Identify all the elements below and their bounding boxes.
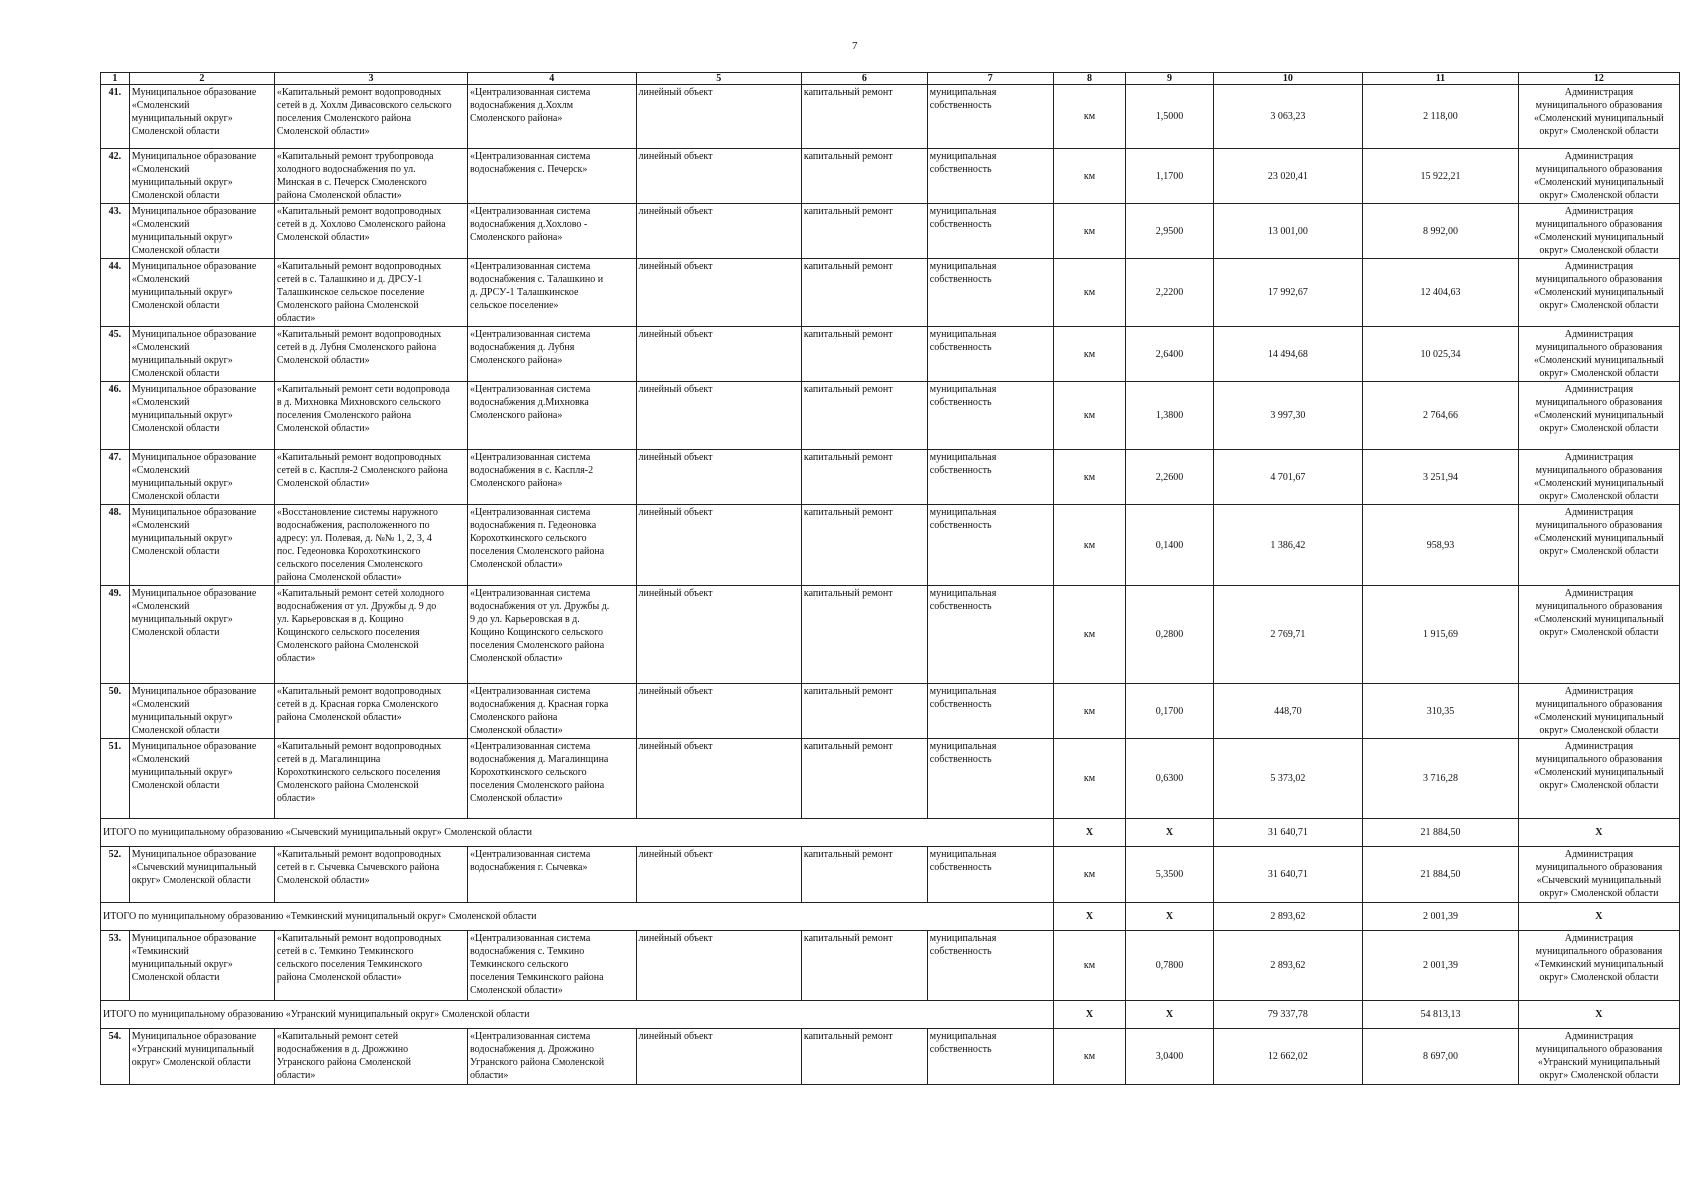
ownership-cell: муниципальная собственность (927, 259, 1053, 327)
table-row (101, 505, 1680, 586)
administrator-cell: Администрация муниципального образования «Смоленский муниципальный округ» Смоленской области (1518, 327, 1679, 382)
total-cost-cell: 3 997,30 (1213, 382, 1362, 450)
fund-cost-cell: 2 001,39 (1363, 931, 1519, 1001)
ownership-cell: муниципальная собственность (927, 1029, 1053, 1085)
administrator-cell: Администрация муниципального образования «Смоленский муниципальный округ» Смоленской области (1518, 85, 1679, 149)
length-cell: 2,2600 (1126, 450, 1213, 505)
unit-cell: км (1053, 382, 1126, 450)
work-type-cell: капитальный ремонт (801, 847, 927, 903)
municipality-cell: Муниципальное образование «Смоленский муниципальный округ» Смоленской области (129, 505, 274, 586)
work-type-cell: капитальный ремонт (801, 450, 927, 505)
total-x-cell: X (1518, 1001, 1679, 1029)
system-cell: «Централизованная система водоснабжения д.Хохлово - Смоленского района» (467, 204, 636, 259)
table-body (101, 85, 1680, 1085)
row-number: 53. (101, 931, 130, 1001)
length-cell: 0,6300 (1126, 739, 1213, 819)
total-cost-cell: 2 893,62 (1213, 931, 1362, 1001)
administrator-cell: Администрация муниципального образования «Смоленский муниципальный округ» Смоленской области (1518, 739, 1679, 819)
row-number: 54. (101, 1029, 130, 1085)
table-row (101, 739, 1680, 819)
total-x-cell: X (1126, 1001, 1213, 1029)
system-cell: «Централизованная система водоснабжения с. Темкино Темкинского сельского поселения Темкинского района Смоленской области» (467, 931, 636, 1001)
length-cell: 2,6400 (1126, 327, 1213, 382)
fund-cost-cell: 21 884,50 (1363, 847, 1519, 903)
unit-cell: км (1053, 259, 1126, 327)
municipality-cell: Муниципальное образование «Смоленский муниципальный округ» Смоленской области (129, 382, 274, 450)
ownership-cell: муниципальная собственность (927, 847, 1053, 903)
row-number: 46. (101, 382, 130, 450)
work-type-cell: капитальный ремонт (801, 149, 927, 204)
total-cost: 2 893,62 (1213, 903, 1362, 931)
ownership-cell: муниципальная собственность (927, 85, 1053, 149)
object-type-cell: линейный объект (636, 450, 801, 505)
unit-cell: км (1053, 847, 1126, 903)
administrator-cell: Администрация муниципального образования «Темкинский муниципальный округ» Смоленской области (1518, 931, 1679, 1001)
column-number: 4 (467, 73, 636, 85)
system-cell: «Централизованная система водоснабжения д. Лубня Смоленского района» (467, 327, 636, 382)
system-cell: «Централизованная система водоснабжения д. Магалинщина Корохоткинского сельского поселения Смоленского района Смоленской области» (467, 739, 636, 819)
total-x-cell: X (1053, 903, 1126, 931)
administrator-cell: Администрация муниципального образования «Смоленский муниципальный округ» Смоленской области (1518, 149, 1679, 204)
column-number: 5 (636, 73, 801, 85)
work-type-cell: капитальный ремонт (801, 505, 927, 586)
total-cost: 79 337,78 (1213, 1001, 1362, 1029)
column-number: 3 (274, 73, 467, 85)
table-row (101, 1029, 1680, 1085)
total-cost-cell: 14 494,68 (1213, 327, 1362, 382)
administrator-cell: Администрация муниципального образования «Смоленский муниципальный округ» Смоленской области (1518, 259, 1679, 327)
municipality-cell: Муниципальное образование «Смоленский муниципальный округ» Смоленской области (129, 450, 274, 505)
object-type-cell: линейный объект (636, 739, 801, 819)
row-number: 42. (101, 149, 130, 204)
table-row (101, 327, 1680, 382)
table-row (101, 931, 1680, 1001)
total-cost-cell: 23 020,41 (1213, 149, 1362, 204)
ownership-cell: муниципальная собственность (927, 684, 1053, 739)
length-cell: 5,3500 (1126, 847, 1213, 903)
unit-cell: км (1053, 327, 1126, 382)
object-type-cell: линейный объект (636, 259, 801, 327)
municipality-cell: Муниципальное образование «Смоленский муниципальный округ» Смоленской области (129, 684, 274, 739)
ownership-cell: муниципальная собственность (927, 382, 1053, 450)
work-name-cell: «Капитальный ремонт сетей холодного водоснабжения от ул. Дружбы д. 9 до ул. Карьеровская в д. Кощино Кощинского сельского поселения Смоленского района Смоленской области» (274, 586, 467, 684)
system-cell: «Централизованная система водоснабжения п. Гедеоновка Корохоткинского сельского поселения Смоленского района Смоленской области» (467, 505, 636, 586)
total-cost-cell: 448,70 (1213, 684, 1362, 739)
row-number: 48. (101, 505, 130, 586)
length-cell: 0,1700 (1126, 684, 1213, 739)
object-type-cell: линейный объект (636, 204, 801, 259)
work-type-cell: капитальный ремонт (801, 586, 927, 684)
municipality-cell: Муниципальное образование «Смоленский муниципальный округ» Смоленской области (129, 259, 274, 327)
work-name-cell: «Капитальный ремонт водопроводных сетей в д. Лубня Смоленского района Смоленской области» (274, 327, 467, 382)
total-x-cell: X (1518, 903, 1679, 931)
municipality-cell: Муниципальное образование «Угранский муниципальный округ» Смоленской области (129, 1029, 274, 1085)
work-type-cell: капитальный ремонт (801, 327, 927, 382)
system-cell: «Централизованная система водоснабжения д.Хохлм Смоленского района» (467, 85, 636, 149)
column-number: 7 (927, 73, 1053, 85)
registry-table (100, 72, 1680, 1085)
work-type-cell: капитальный ремонт (801, 259, 927, 327)
length-cell: 2,2200 (1126, 259, 1213, 327)
object-type-cell: линейный объект (636, 382, 801, 450)
work-name-cell: «Капитальный ремонт водопроводных сетей в д. Хохлм Дивасовского сельского поселения Смоленского района Смоленской области» (274, 85, 467, 149)
work-name-cell: «Капитальный ремонт водопроводных сетей в с. Темкино Темкинского сельского поселения Темкинского района Смоленской области» (274, 931, 467, 1001)
total-fund-cost: 54 813,13 (1363, 1001, 1519, 1029)
work-type-cell: капитальный ремонт (801, 382, 927, 450)
work-name-cell: «Капитальный ремонт сети водопровода в д. Михновка Михновского сельского поселения Смоленского района Смоленской области» (274, 382, 467, 450)
object-type-cell: линейный объект (636, 586, 801, 684)
total-row (101, 819, 1680, 847)
table-row (101, 259, 1680, 327)
fund-cost-cell: 12 404,63 (1363, 259, 1519, 327)
work-type-cell: капитальный ремонт (801, 684, 927, 739)
unit-cell: км (1053, 739, 1126, 819)
municipality-cell: Муниципальное образование «Смоленский муниципальный округ» Смоленской области (129, 204, 274, 259)
administrator-cell: Администрация муниципального образования «Угранский муниципальный округ» Смоленской области (1518, 1029, 1679, 1085)
table-row (101, 586, 1680, 684)
total-row (101, 1001, 1680, 1029)
total-cost-cell: 5 373,02 (1213, 739, 1362, 819)
fund-cost-cell: 310,35 (1363, 684, 1519, 739)
fund-cost-cell: 15 922,21 (1363, 149, 1519, 204)
ownership-cell: муниципальная собственность (927, 450, 1053, 505)
column-number: 9 (1126, 73, 1213, 85)
object-type-cell: линейный объект (636, 684, 801, 739)
work-name-cell: «Восстановление системы наружного водоснабжения, расположенного по адресу: ул. Полевая, д. №№ 1, 2, 3, 4 пос. Гедеоновка Корохоткинского сельского поселения Смоленского района Смоленской области» (274, 505, 467, 586)
row-number: 51. (101, 739, 130, 819)
length-cell: 2,9500 (1126, 204, 1213, 259)
work-type-cell: капитальный ремонт (801, 85, 927, 149)
system-cell: «Централизованная система водоснабжения д. Красная горка Смоленского района Смоленской области» (467, 684, 636, 739)
column-number: 2 (129, 73, 274, 85)
total-cost-cell: 13 001,00 (1213, 204, 1362, 259)
work-name-cell: «Капитальный ремонт сетей водоснабжения в д. Дрожжино Угранского района Смоленской области» (274, 1029, 467, 1085)
column-number: 10 (1213, 73, 1362, 85)
system-cell: «Централизованная система водоснабжения от ул. Дружбы д. 9 до ул. Карьеровская в д. Кощино Кощинского сельского поселения Смоленского района Смоленской области» (467, 586, 636, 684)
unit-cell: км (1053, 684, 1126, 739)
length-cell: 0,2800 (1126, 586, 1213, 684)
municipality-cell: Муниципальное образование «Смоленский муниципальный округ» Смоленской области (129, 739, 274, 819)
municipality-cell: Муниципальное образование «Темкинский муниципальный округ» Смоленской области (129, 931, 274, 1001)
length-cell: 1,1700 (1126, 149, 1213, 204)
total-fund-cost: 2 001,39 (1363, 903, 1519, 931)
fund-cost-cell: 10 025,34 (1363, 327, 1519, 382)
total-cost-cell: 3 063,23 (1213, 85, 1362, 149)
length-cell: 3,0400 (1126, 1029, 1213, 1085)
work-type-cell: капитальный ремонт (801, 739, 927, 819)
total-x-cell: X (1053, 1001, 1126, 1029)
ownership-cell: муниципальная собственность (927, 505, 1053, 586)
fund-cost-cell: 2 764,66 (1363, 382, 1519, 450)
work-type-cell: капитальный ремонт (801, 1029, 927, 1085)
total-cost-cell: 12 662,02 (1213, 1029, 1362, 1085)
unit-cell: км (1053, 505, 1126, 586)
total-cost-cell: 1 386,42 (1213, 505, 1362, 586)
fund-cost-cell: 1 915,69 (1363, 586, 1519, 684)
administrator-cell: Администрация муниципального образования «Смоленский муниципальный округ» Смоленской области (1518, 684, 1679, 739)
total-cost-cell: 2 769,71 (1213, 586, 1362, 684)
length-cell: 0,7800 (1126, 931, 1213, 1001)
object-type-cell: линейный объект (636, 505, 801, 586)
column-number: 8 (1053, 73, 1126, 85)
total-cost: 31 640,71 (1213, 819, 1362, 847)
object-type-cell: линейный объект (636, 847, 801, 903)
column-number: 1 (101, 73, 130, 85)
table-row (101, 149, 1680, 204)
row-number: 45. (101, 327, 130, 382)
unit-cell: км (1053, 586, 1126, 684)
length-cell: 1,5000 (1126, 85, 1213, 149)
ownership-cell: муниципальная собственность (927, 327, 1053, 382)
ownership-cell: муниципальная собственность (927, 586, 1053, 684)
total-label: ИТОГО по муниципальному образованию «Сычевский муниципальный округ» Смоленской области (101, 819, 1054, 847)
length-cell: 1,3800 (1126, 382, 1213, 450)
page-number: 7 (852, 40, 858, 52)
unit-cell: км (1053, 85, 1126, 149)
total-cost-cell: 31 640,71 (1213, 847, 1362, 903)
system-cell: «Централизованная система водоснабжения г. Сычевка» (467, 847, 636, 903)
total-x-cell: X (1053, 819, 1126, 847)
unit-cell: км (1053, 450, 1126, 505)
administrator-cell: Администрация муниципального образования «Смоленский муниципальный округ» Смоленской области (1518, 586, 1679, 684)
fund-cost-cell: 2 118,00 (1363, 85, 1519, 149)
unit-cell: км (1053, 149, 1126, 204)
length-cell: 0,1400 (1126, 505, 1213, 586)
unit-cell: км (1053, 931, 1126, 1001)
ownership-cell: муниципальная собственность (927, 931, 1053, 1001)
row-number: 44. (101, 259, 130, 327)
municipality-cell: Муниципальное образование «Смоленский муниципальный округ» Смоленской области (129, 586, 274, 684)
municipality-cell: Муниципальное образование «Смоленский муниципальный округ» Смоленской области (129, 327, 274, 382)
row-number: 49. (101, 586, 130, 684)
municipality-cell: Муниципальное образование «Смоленский муниципальный округ» Смоленской области (129, 149, 274, 204)
fund-cost-cell: 3 251,94 (1363, 450, 1519, 505)
column-number: 6 (801, 73, 927, 85)
ownership-cell: муниципальная собственность (927, 149, 1053, 204)
row-number: 47. (101, 450, 130, 505)
system-cell: «Централизованная система водоснабжения с. Печерск» (467, 149, 636, 204)
column-number-row (101, 73, 1680, 85)
table-row (101, 85, 1680, 149)
total-x-cell: X (1126, 819, 1213, 847)
table-row (101, 684, 1680, 739)
object-type-cell: линейный объект (636, 149, 801, 204)
column-number: 12 (1518, 73, 1679, 85)
fund-cost-cell: 8 992,00 (1363, 204, 1519, 259)
total-row (101, 903, 1680, 931)
row-number: 43. (101, 204, 130, 259)
fund-cost-cell: 8 697,00 (1363, 1029, 1519, 1085)
total-label: ИТОГО по муниципальному образованию «Темкинский муниципальный округ» Смоленской области (101, 903, 1054, 931)
row-number: 50. (101, 684, 130, 739)
unit-cell: км (1053, 1029, 1126, 1085)
total-cost-cell: 17 992,67 (1213, 259, 1362, 327)
work-name-cell: «Капитальный ремонт водопроводных сетей в с. Талашкино и д. ДРСУ-1 Талашкинское сельское поселение Смоленского района Смоленской области» (274, 259, 467, 327)
object-type-cell: линейный объект (636, 1029, 801, 1085)
work-name-cell: «Капитальный ремонт водопроводных сетей в д. Красная горка Смоленского района Смоленской области» (274, 684, 467, 739)
system-cell: «Централизованная система водоснабжения д.Михновка Смоленского района» (467, 382, 636, 450)
municipality-cell: Муниципальное образование «Смоленский муниципальный округ» Смоленской области (129, 85, 274, 149)
municipality-cell: Муниципальное образование «Сычевский муниципальный округ» Смоленской области (129, 847, 274, 903)
work-name-cell: «Капитальный ремонт водопроводных сетей в д. Магалинщина Корохоткинского сельского поселения Смоленского района Смоленской области» (274, 739, 467, 819)
ownership-cell: муниципальная собственность (927, 739, 1053, 819)
total-x-cell: X (1518, 819, 1679, 847)
table-row (101, 847, 1680, 903)
work-name-cell: «Капитальный ремонт водопроводных сетей в с. Каспля-2 Смоленского района Смоленской области» (274, 450, 467, 505)
administrator-cell: Администрация муниципального образования «Сычевский муниципальный округ» Смоленской области (1518, 847, 1679, 903)
object-type-cell: линейный объект (636, 85, 801, 149)
work-type-cell: капитальный ремонт (801, 204, 927, 259)
row-number: 41. (101, 85, 130, 149)
ownership-cell: муниципальная собственность (927, 204, 1053, 259)
administrator-cell: Администрация муниципального образования «Смоленский муниципальный округ» Смоленской области (1518, 382, 1679, 450)
administrator-cell: Администрация муниципального образования «Смоленский муниципальный округ» Смоленской области (1518, 204, 1679, 259)
table-row (101, 204, 1680, 259)
work-name-cell: «Капитальный ремонт трубопровода холодного водоснабжения по ул. Минская в с. Печерск Смоленского района Смоленской области» (274, 149, 467, 204)
total-cost-cell: 4 701,67 (1213, 450, 1362, 505)
unit-cell: км (1053, 204, 1126, 259)
fund-cost-cell: 958,93 (1363, 505, 1519, 586)
work-name-cell: «Капитальный ремонт водопроводных сетей в г. Сычевка Сычевского района Смоленской области» (274, 847, 467, 903)
object-type-cell: линейный объект (636, 327, 801, 382)
system-cell: «Централизованная система водоснабжения с. Талашкино и д. ДРСУ-1 Талашкинское сельское поселение» (467, 259, 636, 327)
total-fund-cost: 21 884,50 (1363, 819, 1519, 847)
work-type-cell: капитальный ремонт (801, 931, 927, 1001)
fund-cost-cell: 3 716,28 (1363, 739, 1519, 819)
table-row (101, 382, 1680, 450)
object-type-cell: линейный объект (636, 931, 801, 1001)
table-row (101, 450, 1680, 505)
administrator-cell: Администрация муниципального образования «Смоленский муниципальный округ» Смоленской области (1518, 505, 1679, 586)
column-number: 11 (1363, 73, 1519, 85)
system-cell: «Централизованная система водоснабжения в с. Каспля-2 Смоленского района» (467, 450, 636, 505)
total-x-cell: X (1126, 903, 1213, 931)
row-number: 52. (101, 847, 130, 903)
work-name-cell: «Капитальный ремонт водопроводных сетей в д. Хохлово Смоленского района Смоленской области» (274, 204, 467, 259)
administrator-cell: Администрация муниципального образования «Смоленский муниципальный округ» Смоленской области (1518, 450, 1679, 505)
system-cell: «Централизованная система водоснабжения д. Дрожжино Угранского района Смоленской области» (467, 1029, 636, 1085)
total-label: ИТОГО по муниципальному образованию «Угранский муниципальный округ» Смоленской области (101, 1001, 1054, 1029)
